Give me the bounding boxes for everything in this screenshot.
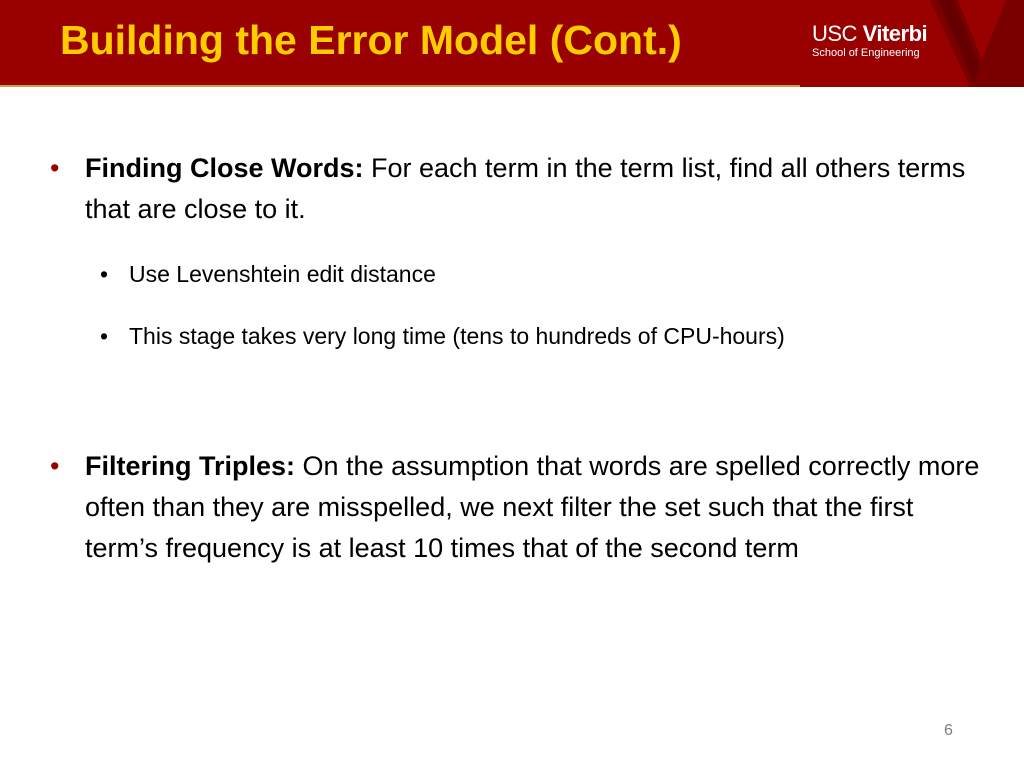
bullet-finding-close-words bbox=[50, 148, 990, 230]
bullet-dot-icon: • bbox=[50, 451, 60, 481]
sub-bullet-text: Use Levenshtein edit distance bbox=[129, 261, 436, 287]
bullet-text bbox=[85, 148, 990, 230]
sub-bullet-levenshtein bbox=[100, 258, 980, 290]
bullet-filtering-triples bbox=[50, 446, 990, 569]
slide-header bbox=[0, 0, 1024, 87]
bullet-body: For each term in the term list, find all others terms that are close to it. bbox=[85, 153, 966, 224]
header-divider bbox=[0, 85, 800, 87]
viterbi-v-icon bbox=[930, 0, 1024, 87]
bullet-lead: Finding Close Words: bbox=[85, 153, 364, 183]
slide-title: Building the Error Model (Cont.) bbox=[60, 17, 682, 63]
logo-subtitle: School of Engineering bbox=[812, 47, 920, 59]
page-number: 6 bbox=[944, 722, 953, 739]
sub-bullet-text: This stage takes very long time (tens to hundreds of CPU-hours) bbox=[129, 323, 785, 349]
sub-bullet-dot-icon: • bbox=[100, 323, 109, 349]
bullet-text bbox=[85, 446, 990, 569]
bullet-lead: Filtering Triples: bbox=[85, 451, 296, 481]
sub-bullet-stage-time bbox=[100, 320, 980, 352]
usc-viterbi-logo bbox=[812, 22, 927, 60]
logo-wordmark bbox=[812, 22, 927, 46]
logo-viterbi-text: Viterbi bbox=[862, 21, 928, 46]
sub-bullet-dot-icon: • bbox=[100, 261, 109, 287]
logo-usc-text: USC bbox=[812, 21, 857, 46]
bullet-dot-icon: • bbox=[50, 153, 60, 183]
bullet-body: On the assumption that words are spelled correctly more often than they are misspelled, we next filter the set such that the first term’s frequency is at least 10 times that of the second term bbox=[85, 451, 980, 563]
